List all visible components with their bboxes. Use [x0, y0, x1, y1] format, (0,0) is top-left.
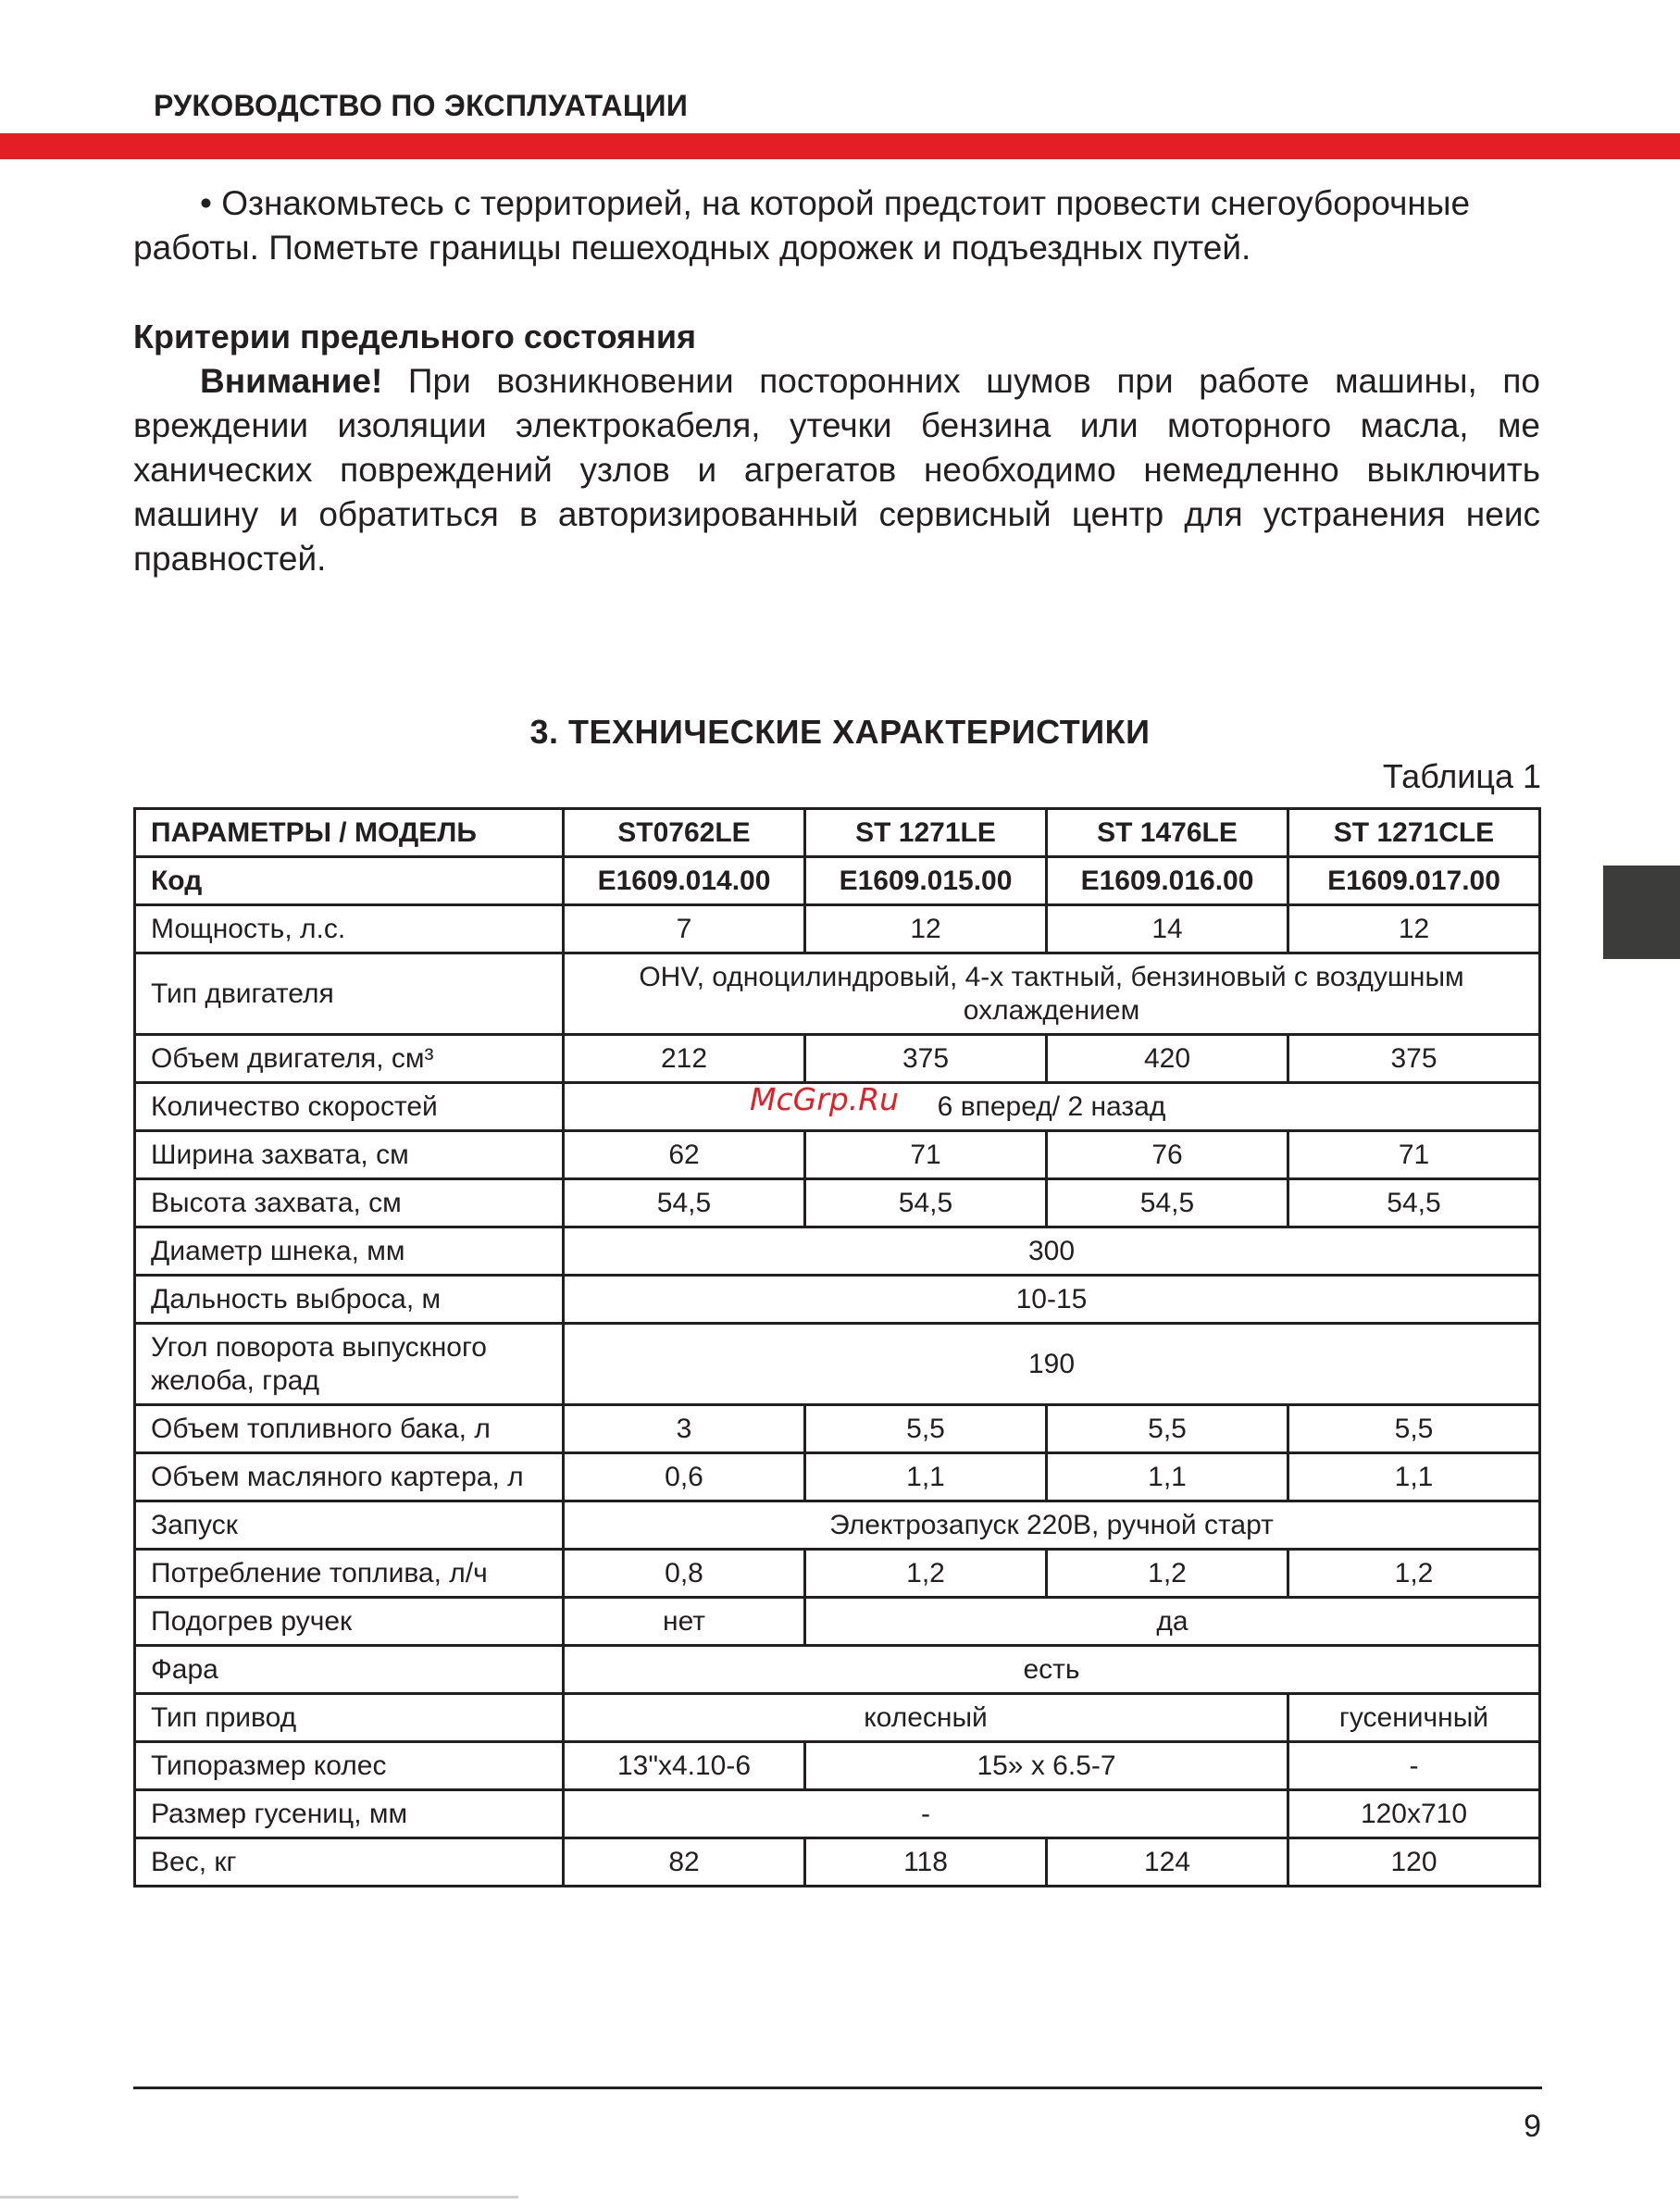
chapter-side-tab — [1603, 866, 1680, 959]
param-cell: Вес, кг — [135, 1838, 564, 1887]
table-row — [135, 1227, 1540, 1276]
value-cell: 420 — [1047, 1035, 1288, 1083]
table-label: Таблица 1 — [1382, 757, 1541, 795]
table-row — [135, 1742, 1540, 1790]
value-cell: 0,6 — [564, 1453, 805, 1501]
value-cell: колесный — [564, 1694, 1288, 1742]
value-cell: Электрозапуск 220В, ручной старт — [564, 1501, 1540, 1550]
warning-text: При возникновении посторонних шумов при работе машины, по вреждении изоляции электрокабеля, утечки бензина или моторного масла, ме ханических повреждений узлов и агрегатов необходимо немедленно выключить машину и обратиться в авторизированный сервисный центр для устранения неис правностей. — [133, 362, 1540, 578]
page-number: 9 — [1524, 2109, 1541, 2144]
param-cell: Объем топливного бака, л — [135, 1405, 564, 1453]
value-cell: 120 — [1288, 1838, 1540, 1887]
param-cell: Высота захвата, см — [135, 1179, 564, 1227]
warning-paragraph — [133, 359, 1540, 581]
value-cell: 76 — [1047, 1131, 1288, 1179]
table-row — [135, 1838, 1540, 1887]
value-cell: 1,2 — [1047, 1550, 1288, 1598]
value-cell: 62 — [564, 1131, 805, 1179]
value-cell: 3 — [564, 1405, 805, 1453]
value-cell: - — [564, 1790, 1288, 1838]
value-cell: 7 — [564, 905, 805, 953]
value-cell: 118 — [805, 1838, 1047, 1887]
param-cell: Фара — [135, 1646, 564, 1694]
table-row — [135, 1179, 1540, 1227]
param-cell: Дальность выброса, м — [135, 1276, 564, 1324]
value-cell: 71 — [805, 1131, 1047, 1179]
value-cell: 1,2 — [1288, 1550, 1540, 1598]
value-cell: 1,1 — [1288, 1453, 1540, 1501]
table-row — [135, 1035, 1540, 1083]
value-cell: нет — [564, 1598, 805, 1646]
value-cell: 124 — [1047, 1838, 1288, 1887]
value-cell: 54,5 — [1047, 1179, 1288, 1227]
table-row — [135, 1501, 1540, 1550]
value-cell: 12 — [1288, 905, 1540, 953]
model-cell: ST 1476LE — [1047, 809, 1288, 857]
value-cell: 120x710 — [1288, 1790, 1540, 1838]
value-cell: 212 — [564, 1035, 805, 1083]
value-cell: 13"x4.10-6 — [564, 1742, 805, 1790]
value-cell: 190 — [564, 1324, 1540, 1405]
value-cell: 1,1 — [805, 1453, 1047, 1501]
value-cell: OHV, одноцилиндровый, 4-х тактный, бензиновый с воздушным охлаждением — [564, 953, 1540, 1035]
table-row — [135, 857, 1540, 905]
table-header-row — [135, 809, 1540, 857]
section-title: 3. ТЕХНИЧЕСКИЕ ХАРАКТЕРИСТИКИ — [529, 713, 1151, 751]
value-cell: 1,1 — [1047, 1453, 1288, 1501]
intro-paragraph: • Ознакомьтесь с территорией, на которой предстоит провести снегоуборочные работы. Пометьте границы пешеходных дорожек и подъездных путей. — [133, 184, 1471, 267]
param-cell: Объем двигателя, см³ — [135, 1035, 564, 1083]
model-cell: ST0762LE — [564, 809, 805, 857]
value-cell: 300 — [564, 1227, 1540, 1276]
table-row — [135, 1324, 1540, 1405]
value-cell: E1609.017.00 — [1288, 857, 1540, 905]
value-cell: 5,5 — [1047, 1405, 1288, 1453]
header-param-cell: ПАРАМЕТРЫ / МОДЕЛЬ — [135, 809, 564, 857]
param-cell: Угол поворота выпускного желоба, град — [135, 1324, 564, 1405]
value-cell: 12 — [805, 905, 1047, 953]
criteria-heading: Критерии предельного состояния — [133, 318, 696, 355]
value-cell: 71 — [1288, 1131, 1540, 1179]
value-cell: 14 — [1047, 905, 1288, 953]
param-cell: Типоразмер колес — [135, 1742, 564, 1790]
param-cell: Потребление топлива, л/ч — [135, 1550, 564, 1598]
table-row — [135, 953, 1540, 1035]
header-red-bar — [0, 133, 1680, 159]
value-cell: E1609.015.00 — [805, 857, 1047, 905]
value-cell: 375 — [1288, 1035, 1540, 1083]
table-row — [135, 1131, 1540, 1179]
value-cell: 1,2 — [805, 1550, 1047, 1598]
value-cell: 15» x 6.5-7 — [805, 1742, 1288, 1790]
table-row — [135, 1598, 1540, 1646]
warning-label: Внимание! — [200, 362, 383, 400]
value-cell: - — [1288, 1742, 1540, 1790]
value-cell: E1609.014.00 — [564, 857, 805, 905]
value-cell: 82 — [564, 1838, 805, 1887]
value-cell: 6 вперед/ 2 назад — [564, 1083, 1540, 1131]
param-cell: Тип привод — [135, 1694, 564, 1742]
table-row — [135, 1646, 1540, 1694]
param-cell: Тип двигателя — [135, 953, 564, 1035]
param-cell: Подогрев ручек — [135, 1598, 564, 1646]
model-cell: ST 1271CLE — [1288, 809, 1540, 857]
value-cell: E1609.016.00 — [1047, 857, 1288, 905]
param-cell: Мощность, л.с. — [135, 905, 564, 953]
param-cell: Количество скоростей — [135, 1083, 564, 1131]
value-cell: 5,5 — [1288, 1405, 1540, 1453]
param-cell: Размер гусениц, мм — [135, 1790, 564, 1838]
header-title: РУКОВОДСТВО ПО ЭКСПЛУАТАЦИИ — [154, 89, 689, 122]
bottom-edge-mark — [0, 2196, 518, 2199]
param-cell: Объем масляного картера, л — [135, 1453, 564, 1501]
value-cell: гусеничный — [1288, 1694, 1540, 1742]
table-row — [135, 1694, 1540, 1742]
watermark-link[interactable]: McGrp.Ru — [750, 1081, 900, 1117]
table-row — [135, 1276, 1540, 1324]
model-cell: ST 1271LE — [805, 809, 1047, 857]
param-cell: Запуск — [135, 1501, 564, 1550]
table-row — [135, 1550, 1540, 1598]
value-cell: 54,5 — [564, 1179, 805, 1227]
table-row — [135, 1453, 1540, 1501]
value-cell: 10-15 — [564, 1276, 1540, 1324]
param-cell: Ширина захвата, см — [135, 1131, 564, 1179]
value-cell: 54,5 — [805, 1179, 1047, 1227]
table-row — [135, 1405, 1540, 1453]
param-cell: Диаметр шнека, мм — [135, 1227, 564, 1276]
value-cell: 375 — [805, 1035, 1047, 1083]
value-cell: 5,5 — [805, 1405, 1047, 1453]
param-cell: Код — [135, 857, 564, 905]
value-cell: 54,5 — [1288, 1179, 1540, 1227]
value-cell: да — [805, 1598, 1540, 1646]
table-row — [135, 1790, 1540, 1838]
value-cell: 0,8 — [564, 1550, 805, 1598]
table-row — [135, 905, 1540, 953]
spec-table — [133, 807, 1541, 1887]
footer-divider — [133, 2087, 1542, 2089]
value-cell: есть — [564, 1646, 1540, 1694]
